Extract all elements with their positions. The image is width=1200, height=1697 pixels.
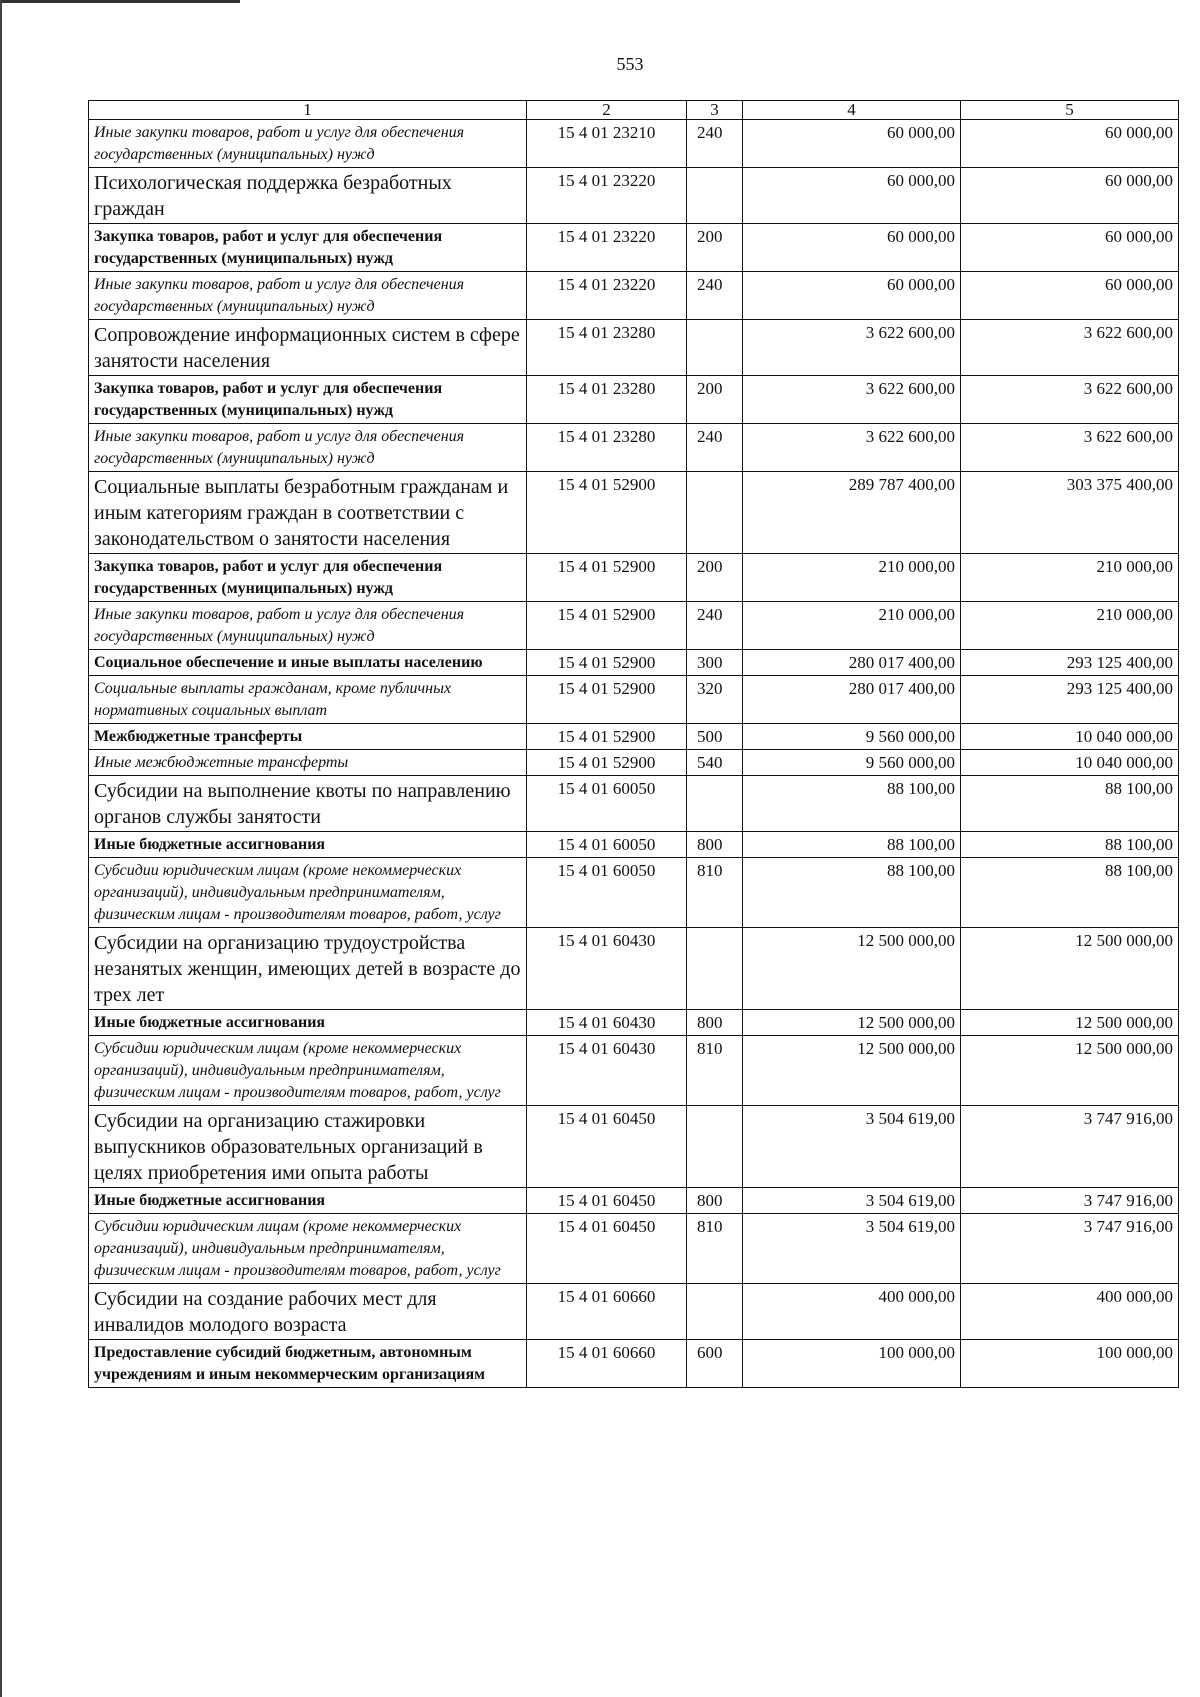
table-row [89,320,1179,376]
row-type-cell [687,1106,743,1188]
row-type-cell [687,776,743,832]
row-code-cell: 15 4 01 52900 [527,554,687,602]
row-type-cell: 810 [687,1036,743,1106]
row-value-col4-cell: 3 504 619,00 [743,1106,961,1188]
page-number: 553 [616,54,644,74]
table-row [89,602,1179,650]
row-value-col5-cell: 12 500 000,00 [961,928,1179,1010]
row-value-col5-cell: 88 100,00 [961,858,1179,928]
row-code-cell: 15 4 01 60450 [527,1214,687,1284]
row-value-col4-cell: 3 622 600,00 [743,376,961,424]
row-type-cell: 500 [687,724,743,750]
row-value-col4-cell: 60 000,00 [743,168,961,224]
row-name-cell: Субсидии юридическим лицам (кроме некоммерческих организаций), индивидуальным предпринимателям, физическим лицам - производителям товаров, работ, услуг [89,858,527,928]
row-value-col5-cell: 88 100,00 [961,832,1179,858]
row-name-cell: Социальное обеспечение и иные выплаты населению [89,650,527,676]
table-row [89,1284,1179,1340]
table-row [89,1214,1179,1284]
row-name-cell: Субсидии на организацию трудоустройства незанятых женщин, имеющих детей в возрасте до трех лет [89,928,527,1010]
row-code-cell: 15 4 01 60430 [527,928,687,1010]
table-row [89,1340,1179,1388]
table-row [89,224,1179,272]
row-value-col5-cell: 293 125 400,00 [961,650,1179,676]
row-code-cell: 15 4 01 60660 [527,1284,687,1340]
row-code-cell: 15 4 01 52900 [527,602,687,650]
row-value-col5-cell: 10 040 000,00 [961,724,1179,750]
table-row [89,472,1179,554]
table-row [89,776,1179,832]
row-name-cell: Иные закупки товаров, работ и услуг для обеспечения государственных (муниципальных) нужд [89,272,527,320]
row-value-col5-cell: 3 747 916,00 [961,1188,1179,1214]
row-name-cell: Иные закупки товаров, работ и услуг для обеспечения государственных (муниципальных) нужд [89,602,527,650]
row-type-cell: 240 [687,602,743,650]
header-col-3: 3 [687,101,743,120]
row-name-cell: Иные бюджетные ассигнования [89,832,527,858]
row-name-cell: Субсидии юридическим лицам (кроме некоммерческих организаций), индивидуальным предпринимателям, физическим лицам - производителям товаров, работ, услуг [89,1214,527,1284]
header-col-1: 1 [89,101,527,120]
row-value-col4-cell: 12 500 000,00 [743,928,961,1010]
row-code-cell: 15 4 01 23220 [527,272,687,320]
row-value-col5-cell: 60 000,00 [961,272,1179,320]
row-name-cell: Субсидии юридическим лицам (кроме некоммерческих организаций), индивидуальным предпринимателям, физическим лицам - производителям товаров, работ, услуг [89,1036,527,1106]
row-value-col5-cell: 293 125 400,00 [961,676,1179,724]
row-value-col4-cell: 12 500 000,00 [743,1010,961,1036]
row-code-cell: 15 4 01 60050 [527,776,687,832]
table-row [89,376,1179,424]
row-value-col4-cell: 100 000,00 [743,1340,961,1388]
row-value-col4-cell: 88 100,00 [743,832,961,858]
table-row [89,1010,1179,1036]
table-row [89,120,1179,168]
row-value-col5-cell: 210 000,00 [961,554,1179,602]
row-value-col5-cell: 3 747 916,00 [961,1214,1179,1284]
row-type-cell: 300 [687,650,743,676]
row-type-cell: 800 [687,1188,743,1214]
row-name-cell: Иные бюджетные ассигнования [89,1010,527,1036]
row-code-cell: 15 4 01 52900 [527,472,687,554]
row-code-cell: 15 4 01 52900 [527,724,687,750]
row-value-col5-cell: 60 000,00 [961,120,1179,168]
row-type-cell [687,168,743,224]
row-name-cell: Иные межбюджетные трансферты [89,750,527,776]
row-value-col4-cell: 210 000,00 [743,602,961,650]
row-code-cell: 15 4 01 23280 [527,424,687,472]
row-value-col4-cell: 3 504 619,00 [743,1214,961,1284]
row-code-cell: 15 4 01 60660 [527,1340,687,1388]
row-type-cell: 800 [687,1010,743,1036]
left-border-line [0,0,2,1697]
row-code-cell: 15 4 01 60430 [527,1010,687,1036]
row-value-col5-cell: 12 500 000,00 [961,1036,1179,1106]
row-name-cell: Закупка товаров, работ и услуг для обеспечения государственных (муниципальных) нужд [89,554,527,602]
row-type-cell: 200 [687,554,743,602]
table-header-row [89,101,1179,120]
row-value-col5-cell: 3 747 916,00 [961,1106,1179,1188]
row-type-cell: 200 [687,376,743,424]
table-row [89,1188,1179,1214]
table-row [89,650,1179,676]
row-value-col5-cell: 88 100,00 [961,776,1179,832]
row-value-col5-cell: 303 375 400,00 [961,472,1179,554]
row-type-cell: 810 [687,858,743,928]
row-name-cell: Закупка товаров, работ и услуг для обеспечения государственных (муниципальных) нужд [89,224,527,272]
row-name-cell: Социальные выплаты безработным гражданам и иным категориям граждан в соответствии с законодательством о занятости населения [89,472,527,554]
row-code-cell: 15 4 01 52900 [527,650,687,676]
row-code-cell: 15 4 01 52900 [527,676,687,724]
table-row [89,676,1179,724]
row-type-cell: 540 [687,750,743,776]
row-type-cell: 200 [687,224,743,272]
row-value-col5-cell: 60 000,00 [961,224,1179,272]
row-value-col4-cell: 9 560 000,00 [743,724,961,750]
row-value-col4-cell: 400 000,00 [743,1284,961,1340]
row-name-cell: Субсидии на организацию стажировки выпускников образовательных организаций в целях приобретения ими опыта работы [89,1106,527,1188]
row-code-cell: 15 4 01 60430 [527,1036,687,1106]
row-value-col4-cell: 60 000,00 [743,120,961,168]
row-code-cell: 15 4 01 60450 [527,1188,687,1214]
row-value-col5-cell: 3 622 600,00 [961,320,1179,376]
row-value-col5-cell: 12 500 000,00 [961,1010,1179,1036]
row-value-col4-cell: 88 100,00 [743,776,961,832]
row-type-cell [687,1284,743,1340]
row-value-col4-cell: 12 500 000,00 [743,1036,961,1106]
row-value-col5-cell: 400 000,00 [961,1284,1179,1340]
row-name-cell: Межбюджетные трансферты [89,724,527,750]
row-value-col4-cell: 3 504 619,00 [743,1188,961,1214]
top-border-line [0,0,240,3]
row-type-cell: 320 [687,676,743,724]
row-type-cell: 600 [687,1340,743,1388]
table-row [89,832,1179,858]
row-name-cell: Иные закупки товаров, работ и услуг для обеспечения государственных (муниципальных) нужд [89,120,527,168]
table-row [89,928,1179,1010]
row-name-cell: Субсидии на выполнение квоты по направлению органов службы занятости [89,776,527,832]
row-value-col5-cell: 3 622 600,00 [961,376,1179,424]
row-value-col4-cell: 60 000,00 [743,224,961,272]
row-name-cell: Сопровождение информационных систем в сфере занятости населения [89,320,527,376]
row-code-cell: 15 4 01 23210 [527,120,687,168]
row-value-col4-cell: 9 560 000,00 [743,750,961,776]
row-name-cell: Иные бюджетные ассигнования [89,1188,527,1214]
row-value-col5-cell: 210 000,00 [961,602,1179,650]
table-row [89,858,1179,928]
row-type-cell [687,472,743,554]
row-name-cell: Психологическая поддержка безработных граждан [89,168,527,224]
row-type-cell: 800 [687,832,743,858]
row-code-cell: 15 4 01 23220 [527,224,687,272]
table-row [89,168,1179,224]
table-row [89,750,1179,776]
row-type-cell: 810 [687,1214,743,1284]
row-code-cell: 15 4 01 60050 [527,832,687,858]
row-code-cell: 15 4 01 60050 [527,858,687,928]
row-value-col5-cell: 3 622 600,00 [961,424,1179,472]
row-value-col5-cell: 10 040 000,00 [961,750,1179,776]
row-value-col5-cell: 60 000,00 [961,168,1179,224]
table-row [89,1106,1179,1188]
row-value-col5-cell: 100 000,00 [961,1340,1179,1388]
table-row [89,724,1179,750]
row-code-cell: 15 4 01 52900 [527,750,687,776]
row-type-cell: 240 [687,272,743,320]
row-type-cell: 240 [687,424,743,472]
row-code-cell: 15 4 01 23280 [527,320,687,376]
row-code-cell: 15 4 01 23220 [527,168,687,224]
row-value-col4-cell: 60 000,00 [743,272,961,320]
row-value-col4-cell: 3 622 600,00 [743,424,961,472]
row-type-cell: 240 [687,120,743,168]
row-type-cell [687,320,743,376]
row-name-cell: Социальные выплаты гражданам, кроме публичных нормативных социальных выплат [89,676,527,724]
table-row [89,272,1179,320]
row-value-col4-cell: 3 622 600,00 [743,320,961,376]
row-name-cell: Предоставление субсидий бюджетным, автономным учреждениям и иным некоммерческим организациям [89,1340,527,1388]
header-col-2: 2 [527,101,687,120]
header-col-5: 5 [961,101,1179,120]
header-col-4: 4 [743,101,961,120]
table-row [89,554,1179,602]
table-row [89,1036,1179,1106]
row-value-col4-cell: 280 017 400,00 [743,650,961,676]
row-name-cell: Субсидии на создание рабочих мест для инвалидов молодого возраста [89,1284,527,1340]
row-name-cell: Иные закупки товаров, работ и услуг для обеспечения государственных (муниципальных) нужд [89,424,527,472]
row-name-cell: Закупка товаров, работ и услуг для обеспечения государственных (муниципальных) нужд [89,376,527,424]
row-type-cell [687,928,743,1010]
row-value-col4-cell: 88 100,00 [743,858,961,928]
table-row [89,424,1179,472]
row-value-col4-cell: 210 000,00 [743,554,961,602]
row-code-cell: 15 4 01 23280 [527,376,687,424]
budget-table [88,100,1179,1388]
row-value-col4-cell: 280 017 400,00 [743,676,961,724]
row-value-col4-cell: 289 787 400,00 [743,472,961,554]
row-code-cell: 15 4 01 60450 [527,1106,687,1188]
